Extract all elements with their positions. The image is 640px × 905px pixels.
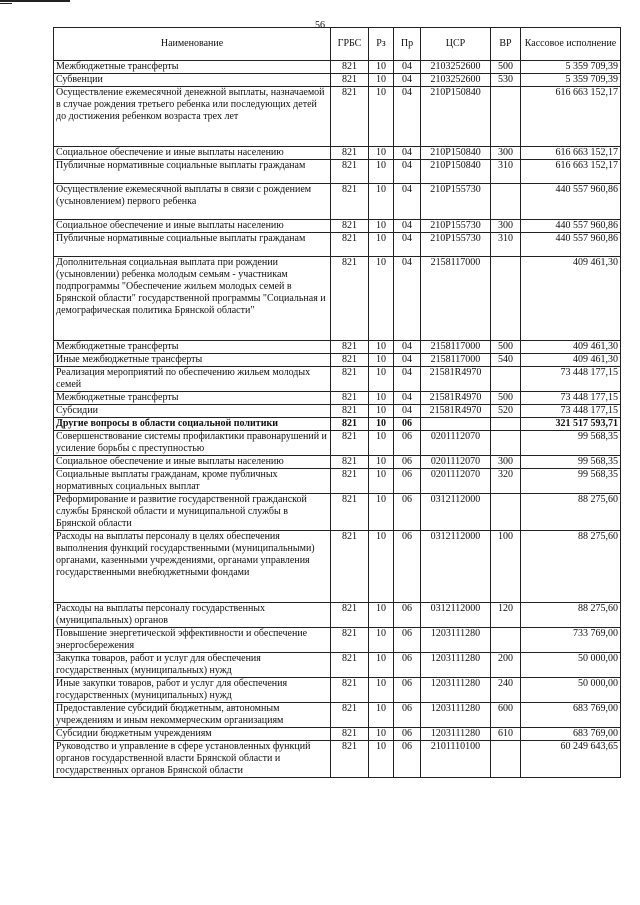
- cell-amount: 88 275,60: [521, 603, 621, 628]
- table-row: [54, 405, 621, 418]
- cell-pr: 06: [394, 678, 421, 703]
- cell-vr: 610: [491, 728, 521, 741]
- budget-execution-table: [53, 27, 621, 778]
- table-row: [54, 603, 621, 628]
- cell-grbs: 821: [331, 728, 369, 741]
- cell-name: Иные закупки товаров, работ и услуг для обеспечения государственных (муниципальных) нужд: [54, 678, 331, 703]
- cell-grbs: 821: [331, 233, 369, 257]
- cell-grbs: 821: [331, 87, 369, 147]
- cell-rz: 10: [369, 61, 394, 74]
- cell-rz: 10: [369, 418, 394, 431]
- cell-amount: 733 769,00: [521, 628, 621, 653]
- cell-name: Публичные нормативные социальные выплаты гражданам: [54, 160, 331, 184]
- cell-csr: 0201112070: [421, 456, 491, 469]
- header-name: Наименование: [54, 28, 331, 61]
- cell-amount: 616 663 152,17: [521, 147, 621, 160]
- cell-name: Реализация мероприятий по обеспечению жильем молодых семей: [54, 367, 331, 392]
- header-rz: Рз: [369, 28, 394, 61]
- cell-name: Реформирование и развитие государственной гражданской службы Брянской области и муниципальной службы в Брянской области: [54, 494, 331, 531]
- cell-vr: [491, 741, 521, 778]
- cell-grbs: 821: [331, 147, 369, 160]
- cell-grbs: 821: [331, 341, 369, 354]
- cell-vr: 100: [491, 531, 521, 603]
- cell-pr: 04: [394, 367, 421, 392]
- cell-rz: 10: [369, 431, 394, 456]
- cell-csr: 210Р155730: [421, 220, 491, 233]
- cell-vr: 600: [491, 703, 521, 728]
- cell-vr: 300: [491, 456, 521, 469]
- table-row: [54, 418, 621, 431]
- cell-amount: 616 663 152,17: [521, 160, 621, 184]
- cell-rz: 10: [369, 703, 394, 728]
- cell-rz: 10: [369, 147, 394, 160]
- cell-grbs: 821: [331, 367, 369, 392]
- cell-csr: 1203111280: [421, 653, 491, 678]
- cell-pr: 06: [394, 741, 421, 778]
- table-row: [54, 257, 621, 341]
- cell-amount: 50 000,00: [521, 653, 621, 678]
- cell-name: Дополнительная социальная выплата при рождении (усыновлении) ребенка молодым семьям - участникам подпрограммы "Обеспечение жильем молодых семей в Брянской области" государственной программы "Социальная и демографическая политика Брянской области": [54, 257, 331, 341]
- cell-csr: 210Р150840: [421, 147, 491, 160]
- table-row: [54, 74, 621, 87]
- cell-vr: [491, 87, 521, 147]
- cell-vr: 500: [491, 61, 521, 74]
- table-row: [54, 741, 621, 778]
- scan-mark-line: [0, 0, 70, 2]
- cell-name: Осуществление ежемесячной выплаты в связи с рождением (усыновлением) первого ребенка: [54, 184, 331, 220]
- cell-amount: 409 461,30: [521, 257, 621, 341]
- cell-pr: 04: [394, 87, 421, 147]
- cell-csr: [421, 418, 491, 431]
- table-row: [54, 469, 621, 494]
- cell-rz: 10: [369, 405, 394, 418]
- header-vr: ВР: [491, 28, 521, 61]
- cell-name: Руководство и управление в сфере установленных функций органов государственной власти Брянской области и государственных органов Брянской области: [54, 741, 331, 778]
- cell-rz: 10: [369, 354, 394, 367]
- cell-name: Предоставление субсидий бюджетным, автономным учреждениям и иным некоммерческим организациям: [54, 703, 331, 728]
- cell-vr: 300: [491, 147, 521, 160]
- cell-amount: 5 359 709,39: [521, 61, 621, 74]
- cell-csr: 1203111280: [421, 728, 491, 741]
- cell-name: Субсидии: [54, 405, 331, 418]
- cell-name: Субвенции: [54, 74, 331, 87]
- cell-amount: 683 769,00: [521, 728, 621, 741]
- cell-rz: 10: [369, 392, 394, 405]
- cell-pr: 04: [394, 147, 421, 160]
- header-csr: ЦСР: [421, 28, 491, 61]
- table-row: [54, 184, 621, 220]
- cell-csr: 21581R4970: [421, 405, 491, 418]
- cell-vr: 310: [491, 233, 521, 257]
- cell-name: Субсидии бюджетным учреждениям: [54, 728, 331, 741]
- cell-pr: 04: [394, 74, 421, 87]
- cell-amount: 60 249 643,65: [521, 741, 621, 778]
- table-row: [54, 341, 621, 354]
- cell-grbs: 821: [331, 678, 369, 703]
- cell-name: Социальное обеспечение и иные выплаты населению: [54, 456, 331, 469]
- cell-vr: 300: [491, 220, 521, 233]
- table-row: [54, 728, 621, 741]
- cell-csr: 1203111280: [421, 678, 491, 703]
- cell-grbs: 821: [331, 257, 369, 341]
- cell-pr: 04: [394, 392, 421, 405]
- table-row: [54, 628, 621, 653]
- cell-csr: 210Р155730: [421, 233, 491, 257]
- cell-amount: 440 557 960,86: [521, 220, 621, 233]
- cell-pr: 04: [394, 257, 421, 341]
- cell-rz: 10: [369, 728, 394, 741]
- cell-csr: 1203111280: [421, 703, 491, 728]
- cell-grbs: 821: [331, 603, 369, 628]
- cell-grbs: 821: [331, 74, 369, 87]
- cell-csr: 210Р150840: [421, 87, 491, 147]
- cell-vr: 530: [491, 74, 521, 87]
- header-amount: Кассовое исполнение: [521, 28, 621, 61]
- cell-pr: 06: [394, 628, 421, 653]
- table-row: [54, 531, 621, 603]
- cell-grbs: 821: [331, 61, 369, 74]
- cell-pr: 06: [394, 494, 421, 531]
- cell-vr: [491, 184, 521, 220]
- table-row: [54, 431, 621, 456]
- cell-grbs: 821: [331, 469, 369, 494]
- cell-csr: 2158117000: [421, 257, 491, 341]
- cell-grbs: 821: [331, 741, 369, 778]
- cell-vr: 500: [491, 392, 521, 405]
- cell-amount: 88 275,60: [521, 494, 621, 531]
- cell-amount: 88 275,60: [521, 531, 621, 603]
- cell-grbs: 821: [331, 531, 369, 603]
- table-row: [54, 160, 621, 184]
- cell-grbs: 821: [331, 220, 369, 233]
- cell-vr: 240: [491, 678, 521, 703]
- cell-rz: 10: [369, 184, 394, 220]
- cell-vr: [491, 628, 521, 653]
- cell-csr: 2101110100: [421, 741, 491, 778]
- cell-amount: 50 000,00: [521, 678, 621, 703]
- cell-grbs: 821: [331, 494, 369, 531]
- cell-amount: 99 568,35: [521, 431, 621, 456]
- table-row: [54, 653, 621, 678]
- cell-pr: 06: [394, 531, 421, 603]
- cell-csr: 2158117000: [421, 354, 491, 367]
- table-row: [54, 367, 621, 392]
- cell-pr: 04: [394, 405, 421, 418]
- table-row: [54, 87, 621, 147]
- cell-csr: 2103252600: [421, 61, 491, 74]
- cell-vr: 320: [491, 469, 521, 494]
- cell-name: Другие вопросы в области социальной политики: [54, 418, 331, 431]
- cell-amount: 321 517 593,71: [521, 418, 621, 431]
- cell-rz: 10: [369, 74, 394, 87]
- table-row: [54, 147, 621, 160]
- page-number: 56: [315, 20, 325, 31]
- cell-pr: 04: [394, 184, 421, 220]
- cell-amount: 409 461,30: [521, 354, 621, 367]
- cell-vr: [491, 431, 521, 456]
- cell-pr: 04: [394, 220, 421, 233]
- table-header-row: [54, 28, 621, 61]
- cell-name: Межбюджетные трансферты: [54, 341, 331, 354]
- cell-amount: 73 448 177,15: [521, 392, 621, 405]
- cell-rz: 10: [369, 367, 394, 392]
- cell-grbs: 821: [331, 431, 369, 456]
- cell-name: Публичные нормативные социальные выплаты гражданам: [54, 233, 331, 257]
- cell-grbs: 821: [331, 392, 369, 405]
- cell-csr: 2103252600: [421, 74, 491, 87]
- cell-pr: 06: [394, 703, 421, 728]
- table-row: [54, 392, 621, 405]
- cell-pr: 04: [394, 233, 421, 257]
- cell-rz: 10: [369, 220, 394, 233]
- cell-amount: 99 568,35: [521, 456, 621, 469]
- cell-amount: 73 448 177,15: [521, 367, 621, 392]
- cell-csr: 210Р150840: [421, 160, 491, 184]
- scan-mark-line-small: [0, 3, 12, 4]
- cell-vr: 520: [491, 405, 521, 418]
- cell-grbs: 821: [331, 628, 369, 653]
- cell-csr: 1203111280: [421, 628, 491, 653]
- cell-csr: 0312112000: [421, 531, 491, 603]
- cell-name: Повышение энергетической эффективности и обеспечение энергосбережения: [54, 628, 331, 653]
- cell-rz: 10: [369, 678, 394, 703]
- cell-rz: 10: [369, 469, 394, 494]
- cell-grbs: 821: [331, 354, 369, 367]
- cell-pr: 06: [394, 603, 421, 628]
- cell-vr: [491, 418, 521, 431]
- cell-name: Совершенствование системы профилактики правонарушений и усиление борьбы с преступностью: [54, 431, 331, 456]
- cell-grbs: 821: [331, 653, 369, 678]
- table-row: [54, 220, 621, 233]
- cell-pr: 06: [394, 653, 421, 678]
- table-row: [54, 703, 621, 728]
- cell-vr: [491, 367, 521, 392]
- cell-amount: 409 461,30: [521, 341, 621, 354]
- cell-rz: 10: [369, 341, 394, 354]
- cell-vr: [491, 257, 521, 341]
- cell-vr: 120: [491, 603, 521, 628]
- cell-pr: 04: [394, 160, 421, 184]
- cell-grbs: 821: [331, 184, 369, 220]
- cell-csr: 0201112070: [421, 431, 491, 456]
- cell-name: Межбюджетные трансферты: [54, 61, 331, 74]
- cell-amount: 440 557 960,86: [521, 184, 621, 220]
- cell-name: Социальные выплаты гражданам, кроме публичных нормативных социальных выплат: [54, 469, 331, 494]
- cell-vr: [491, 494, 521, 531]
- cell-grbs: 821: [331, 405, 369, 418]
- cell-amount: 73 448 177,15: [521, 405, 621, 418]
- cell-amount: 440 557 960,86: [521, 233, 621, 257]
- cell-name: Осуществление ежемесячной денежной выплаты, назначаемой в случае рождения третьего ребенка или последующих детей до достижения ребенком возраста трех лет: [54, 87, 331, 147]
- cell-pr: 06: [394, 469, 421, 494]
- cell-pr: 06: [394, 728, 421, 741]
- cell-grbs: 821: [331, 160, 369, 184]
- cell-pr: 06: [394, 431, 421, 456]
- header-grbs: ГРБС: [331, 28, 369, 61]
- cell-grbs: 821: [331, 418, 369, 431]
- cell-rz: 10: [369, 603, 394, 628]
- cell-name: Социальное обеспечение и иные выплаты населению: [54, 220, 331, 233]
- cell-csr: 21581R4970: [421, 367, 491, 392]
- cell-vr: 200: [491, 653, 521, 678]
- cell-name: Закупка товаров, работ и услуг для обеспечения государственных (муниципальных) нужд: [54, 653, 331, 678]
- cell-amount: 99 568,35: [521, 469, 621, 494]
- cell-rz: 10: [369, 741, 394, 778]
- cell-vr: 310: [491, 160, 521, 184]
- table-row: [54, 354, 621, 367]
- cell-grbs: 821: [331, 703, 369, 728]
- cell-rz: 10: [369, 257, 394, 341]
- cell-vr: 500: [491, 341, 521, 354]
- cell-csr: 21581R4970: [421, 392, 491, 405]
- cell-rz: 10: [369, 87, 394, 147]
- cell-rz: 10: [369, 494, 394, 531]
- cell-grbs: 821: [331, 456, 369, 469]
- cell-csr: 0201112070: [421, 469, 491, 494]
- table-row: [54, 456, 621, 469]
- cell-name: Иные межбюджетные трансферты: [54, 354, 331, 367]
- cell-pr: 04: [394, 354, 421, 367]
- cell-rz: 10: [369, 233, 394, 257]
- cell-pr: 06: [394, 418, 421, 431]
- cell-amount: 5 359 709,39: [521, 74, 621, 87]
- cell-pr: 06: [394, 456, 421, 469]
- cell-amount: 683 769,00: [521, 703, 621, 728]
- cell-rz: 10: [369, 628, 394, 653]
- cell-rz: 10: [369, 456, 394, 469]
- cell-rz: 10: [369, 160, 394, 184]
- cell-rz: 10: [369, 531, 394, 603]
- cell-csr: 2158117000: [421, 341, 491, 354]
- header-pr: Пр: [394, 28, 421, 61]
- table-row: [54, 494, 621, 531]
- cell-amount: 616 663 152,17: [521, 87, 621, 147]
- table-row: [54, 233, 621, 257]
- table-row: [54, 678, 621, 703]
- cell-name: Расходы на выплаты персоналу государственных (муниципальных) органов: [54, 603, 331, 628]
- cell-pr: 04: [394, 61, 421, 74]
- cell-csr: 0312112000: [421, 603, 491, 628]
- cell-name: Социальное обеспечение и иные выплаты населению: [54, 147, 331, 160]
- cell-pr: 04: [394, 341, 421, 354]
- cell-csr: 210Р155730: [421, 184, 491, 220]
- table-row: [54, 61, 621, 74]
- cell-name: Расходы на выплаты персоналу в целях обеспечения выполнения функций государственными (муниципальными) органами, казенными учреждениями, органами управления государственными внебюджетными фондами: [54, 531, 331, 603]
- cell-name: Межбюджетные трансферты: [54, 392, 331, 405]
- cell-vr: 540: [491, 354, 521, 367]
- cell-csr: 0312112000: [421, 494, 491, 531]
- cell-rz: 10: [369, 653, 394, 678]
